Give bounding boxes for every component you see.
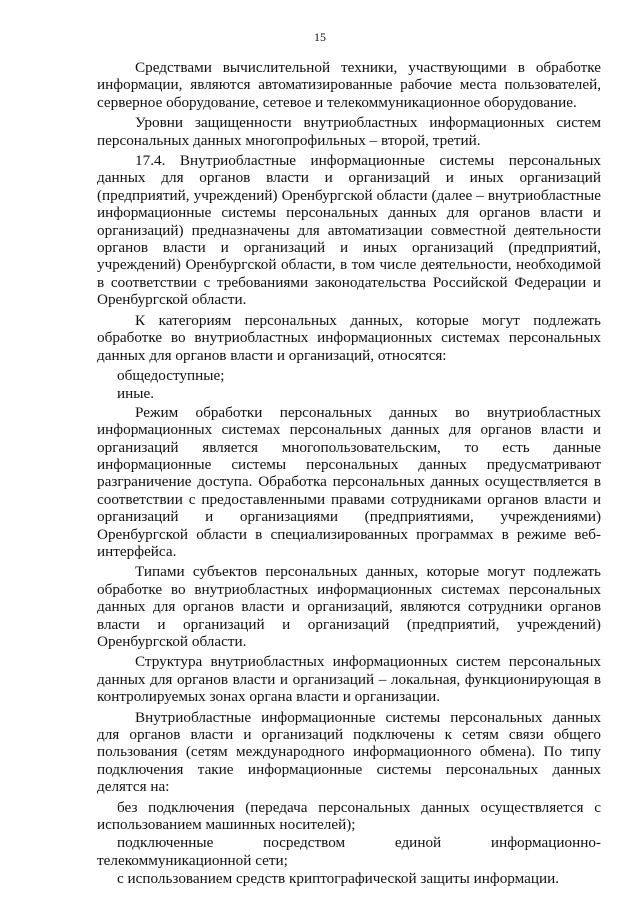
- document-body: [97, 59, 601, 889]
- paragraph-processing-mode: Режим обработки персональных данных во внутриобластных информационных системах персональных данных для органов власти и организаций является многопользовательским, то есть данные информационные системы персональных данных предусматривают разграничение доступа. Обработка персональных данных осуществляется в соответствии с предоставленными правами сотрудниками органов власти и организаций и организациями (предприятиями, учреждениями) Оренбургской области в специализированных программах в режиме веб-интерфейса.: [97, 403, 601, 560]
- paragraph-protection-levels: Уровни защищенности внутриобластных информационных систем персональных данных многопрофильных – второй, третий.: [97, 114, 601, 149]
- list-item-public: общедоступные;: [117, 366, 225, 384]
- list-item-unified-network: подключенные посредством единой информационно-телекоммуникационной сети;: [97, 834, 601, 869]
- page-number: 15: [314, 30, 326, 44]
- paragraph-network-connection: Внутриобластные информационные системы персональных данных для органов власти и организаций подключены к сетям связи общего пользования (сетям международного информационного обмена). По типу подключения такие информационные системы персональных данных делятся на:: [97, 708, 601, 796]
- paragraph-computing-equipment: Средствами вычислительной техники, участвующими в обработке информации, являются автоматизированные рабочие места пользователей, серверное оборудование, сетевое и телекоммуникационное оборудование.: [97, 59, 601, 111]
- paragraph-section-17-4: 17.4. Внутриобластные информационные системы персональных данных для органов власти и организаций и иных организаций (предприятий, учреждений) Оренбургской области (далее – внутриобластные информационные системы персональных данных для органов власти и организаций) предназначены для автоматизации совместной деятельности органов власти и организаций и иных организаций (предприятий, учреждений) Оренбургской области, в том числе деятельности, необходимой в соответствии с требованиями законодательства Российской Федерации и Оренбургской области.: [97, 152, 601, 309]
- list-item-no-connection: без подключения (передача персональных данных осуществляется с использованием машинных носителей);: [97, 798, 601, 834]
- paragraph-data-categories: К категориям персональных данных, которые могут подлежать обработке во внутриобластных информационных системах персональных данных для органов власти и организаций, относятся:: [97, 311, 601, 364]
- paragraph-structure: Структура внутриобластных информационных систем персональных данных для органов власти и организаций – локальная, функционирующая в контролируемых зонах органа власти и организации.: [97, 653, 601, 706]
- list-item-other: иные.: [117, 385, 154, 403]
- list-item-crypto-protection: с использованием средств криптографической защиты информации.: [117, 870, 560, 888]
- paragraph-subject-types: Типами субъектов персональных данных, которые могут подлежать обработке во внутриобластных информационных системах персональных данных для органов власти и организаций, являются сотрудники органов власти и организаций и организаций (предприятий, учреждений) Оренбургской области.: [97, 563, 601, 650]
